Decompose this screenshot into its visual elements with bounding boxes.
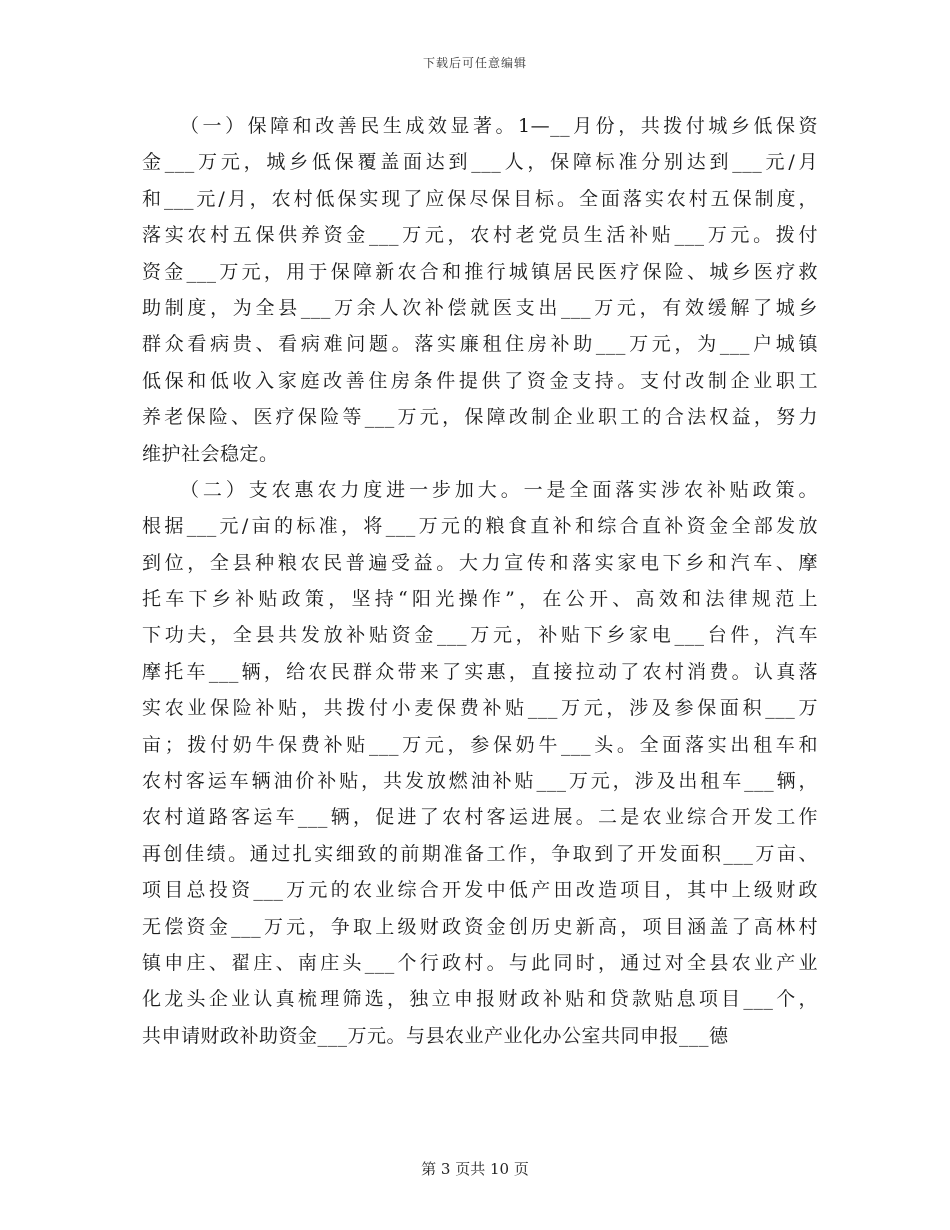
paragraph-1-line-9: 养老保险、医疗保险等___万元，保障改制企业职工的合法权益，努力 [142, 406, 818, 429]
paragraph-1-line-8: 低保和低收入家庭改善住房条件提供了资金支持。支付改制企业职工 [142, 369, 818, 392]
paragraph-2-line-3: 到位，全县种粮农民普遍受益。大力宣传和落实家电下乡和汽车、摩 [142, 551, 818, 574]
paragraph-2-line-1: （二）支农惠农力度进一步加大。一是全面落实涉农补贴政策。 [180, 478, 818, 501]
document-body [142, 108, 818, 1054]
paragraph-2-line-9: 农村客运车辆油价补贴，共发放燃油补贴___万元，涉及出租车___辆， [142, 770, 818, 793]
paragraph-2-line-10: 农村道路客运车___辆，促进了农村客运进展。二是农业综合开发工作 [142, 806, 818, 829]
paragraph-2-line-8: 亩；拨付奶牛保费补贴___万元，参保奶牛___头。全面落实出租车和 [142, 733, 818, 756]
page-number: 第 3 页共 10 页 [421, 1160, 529, 1178]
paragraph-2-line-4: 托车下乡补贴政策，坚持“阳光操作”，在公开、高效和法律规范上 [142, 588, 818, 611]
paragraph-2-line-12: 项目总投资___万元的农业综合开发中低产田改造项目，其中上级财政 [142, 879, 818, 902]
paragraph-2-line-13: 无偿资金___万元，争取上级财政资金创历史新高，项目涵盖了高林村 [142, 915, 818, 938]
paragraph-2-line-7: 实农业保险补贴，共拨付小麦保费补贴___万元，涉及参保面积___万 [142, 697, 818, 720]
paragraph-1-line-5: 资金___万元，用于保障新农合和推行城镇居民医疗保险、城乡医疗救 [142, 260, 818, 283]
paragraph-1-line-4: 落实农村五保供养资金___万元，农村老党员生活补贴___万元。拨付 [142, 224, 818, 247]
paragraph-2-line-15: 化龙头企业认真梳理筛选，独立申报财政补贴和贷款贴息项目___个， [142, 988, 818, 1011]
paragraph-2-line-2: 根据___元/亩的标准，将___万元的粮食直补和综合直补资金全部发放 [142, 515, 818, 538]
paragraph-2-line-11: 再创佳绩。通过扎实细致的前期准备工作，争取到了开发面积___万亩、 [142, 842, 818, 865]
paragraph-1-line-2: 金___万元，城乡低保覆盖面达到___人，保障标准分别达到___元/月 [142, 151, 818, 174]
page-header-note: 下载后可任意编辑 [422, 56, 527, 70]
paragraph-1-line-1: （一）保障和改善民生成效显著。1—__月份，共拨付城乡低保资 [180, 115, 818, 137]
paragraph-2-line-5: 下功夫，全县共发放补贴资金___万元，补贴下乡家电___台件，汽车 [142, 624, 818, 647]
paragraph-2-line-14: 镇申庄、翟庄、南庄头___个行政村。与此同时，通过对全县农业产业 [142, 951, 818, 974]
paragraph-1-line-7: 群众看病贵、看病难问题。落实廉租住房补助___万元，为___户城镇 [142, 333, 818, 356]
paragraph-2-line-16: 共申请财政补助资金___万元。与县农业产业化办公室共同申报___德 [142, 1024, 729, 1047]
paragraph-1-line-10: 维护社会稳定。 [142, 442, 279, 465]
paragraph-1-line-6: 助制度，为全县___万余人次补偿就医支出___万元，有效缓解了城乡 [142, 296, 818, 319]
paragraph-1-line-3: 和___元/月，农村低保实现了应保尽保目标。全面落实农村五保制度， [142, 187, 818, 210]
paragraph-2-line-6: 摩托车___辆，给农民群众带来了实惠，直接拉动了农村消费。认真落 [142, 660, 818, 683]
